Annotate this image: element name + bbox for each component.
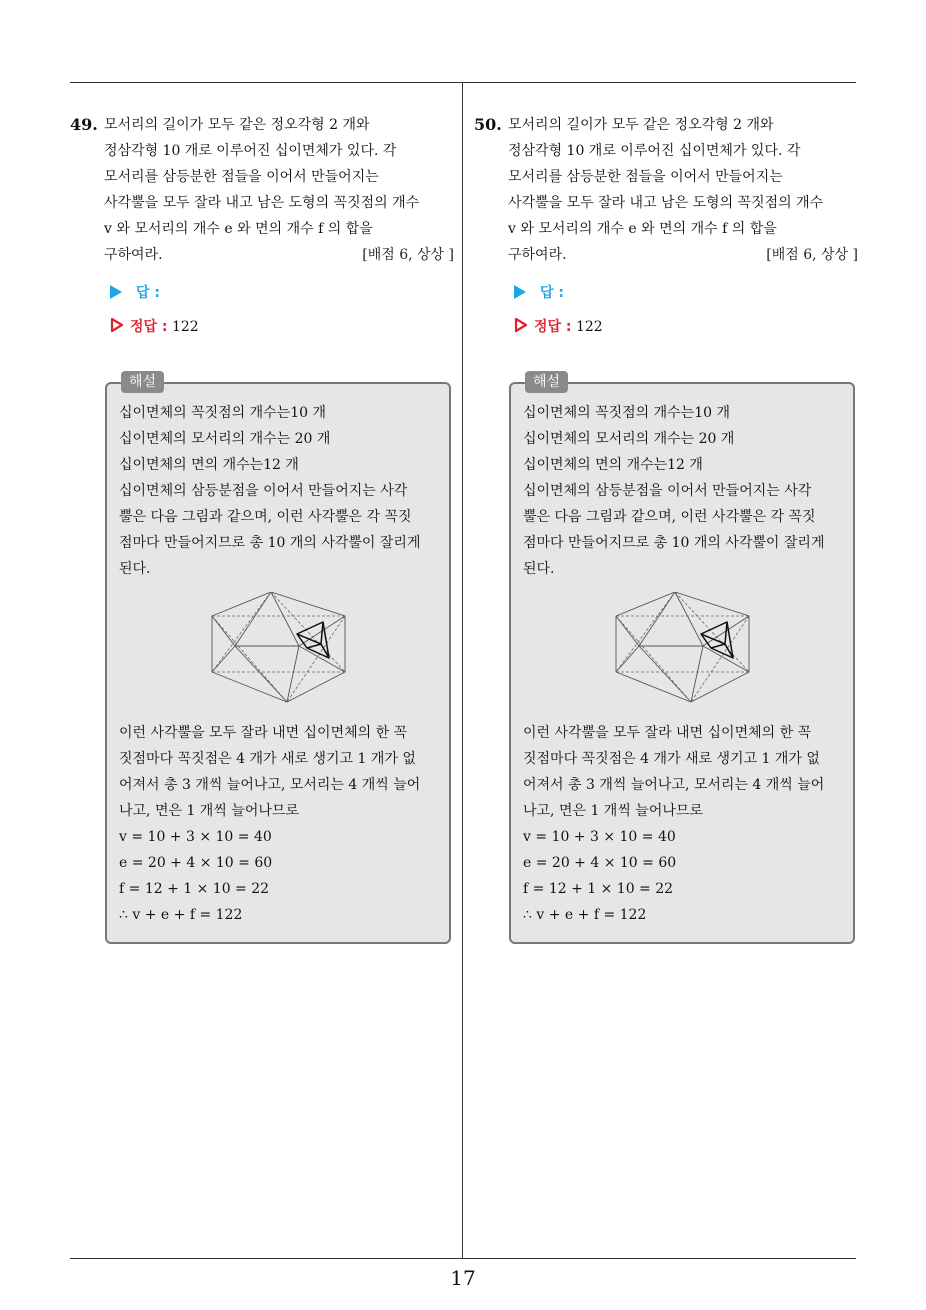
question-line: 구하여라. <box>508 247 567 263</box>
question <box>474 112 858 268</box>
question-line: 사각뿔을 모두 잘라 내고 남은 도형의 꼭짓점의 개수 <box>104 195 420 211</box>
problem-number: 49. <box>70 115 98 134</box>
solution-line: 십이면체의 모서리의 개수는 20 개 <box>523 431 735 447</box>
correct-answer-row <box>110 314 454 340</box>
solution-line: 된다. <box>523 561 555 577</box>
question-line: 구하여라. <box>104 247 163 263</box>
solution-line: 나고, 면은 1 개씩 늘어나므로 <box>523 803 703 819</box>
question-line: 모서리를 삼등분한 점들을 이어서 만들어지는 <box>104 169 379 185</box>
grade-badge: [배점 6, 상상 ] <box>362 247 454 263</box>
solution-line: 뿔은 다음 그림과 같으며, 이런 사각뿔은 각 꼭짓 <box>119 509 412 525</box>
question-line: 정삼각형 10 개로 이루어진 십이면체가 있다. 각 <box>104 143 397 159</box>
equation-line: f = 12 + 1 × 10 = 22 <box>119 881 270 897</box>
question-line: v 와 모서리의 개수 e 와 면의 개수 f 의 합을 <box>508 221 777 237</box>
grade-badge: [배점 6, 상상 ] <box>766 247 858 263</box>
solution-line: 짓점마다 꼭짓점은 4 개가 새로 생기고 1 개가 없 <box>119 751 416 767</box>
solution-line: 짓점마다 꼭짓점은 4 개가 새로 생기고 1 개가 없 <box>523 751 820 767</box>
question-line: 사각뿔을 모두 잘라 내고 남은 도형의 꼭짓점의 개수 <box>508 195 824 211</box>
equation-line: e = 20 + 4 × 10 = 60 <box>523 855 677 871</box>
problem-number: 50. <box>474 115 502 134</box>
solution-line: 어져서 총 3 개씩 늘어나고, 모서리는 4 개씩 늘어 <box>119 777 421 793</box>
equation-line: ∴ v + e + f = 122 <box>523 907 647 923</box>
equation-line: ∴ v + e + f = 122 <box>119 907 243 923</box>
solution-line: 십이면체의 모서리의 개수는 20 개 <box>119 431 331 447</box>
question-line: v 와 모서리의 개수 e 와 면의 개수 f 의 합을 <box>104 221 373 237</box>
equation-line: v = 10 + 3 × 10 = 40 <box>119 829 272 845</box>
question-line: 모서리를 삼등분한 점들을 이어서 만들어지는 <box>508 169 783 185</box>
top-rule <box>70 82 856 83</box>
question-line: 모서리의 길이가 모두 같은 정오각형 2 개와 <box>104 117 370 133</box>
solution-line: 된다. <box>119 561 151 577</box>
answer-label: 답 : <box>136 285 160 301</box>
question-text <box>508 112 858 268</box>
solution-text-continued <box>119 720 443 928</box>
column-divider <box>462 83 463 1258</box>
solution-line: 십이면체의 삼등분점을 이어서 만들어지는 사각 <box>119 483 408 499</box>
question-line: 모서리의 길이가 모두 같은 정오각형 2 개와 <box>508 117 774 133</box>
question <box>70 112 454 268</box>
solution-line: 이런 사각뿔을 모두 잘라 내면 십이면체의 한 꼭 <box>119 725 408 741</box>
solution-line: 십이면체의 꼭짓점의 개수는10 개 <box>523 405 730 421</box>
problem-49 <box>70 112 454 923</box>
correct-answer-label: 정답 : <box>130 319 168 335</box>
hollow-arrow-icon <box>110 317 124 333</box>
solution-line: 나고, 면은 1 개씩 늘어나므로 <box>119 803 299 819</box>
play-arrow-icon <box>514 285 526 299</box>
solution-text <box>523 400 847 582</box>
solution-line: 십이면체의 면의 개수는12 개 <box>119 457 299 473</box>
solution-line: 이런 사각뿔을 모두 잘라 내면 십이면체의 한 꼭 <box>523 725 812 741</box>
answer-row[interactable] <box>514 280 858 306</box>
solution-line: 십이면체의 삼등분점을 이어서 만들어지는 사각 <box>523 483 812 499</box>
polyhedron-figure <box>211 592 349 704</box>
equation-line: v = 10 + 3 × 10 = 40 <box>523 829 676 845</box>
answer-row[interactable] <box>110 280 454 306</box>
problem-50 <box>474 112 858 923</box>
solution-line: 십이면체의 꼭짓점의 개수는10 개 <box>119 405 326 421</box>
solution-text-continued <box>523 720 847 928</box>
equation-line: f = 12 + 1 × 10 = 22 <box>523 881 674 897</box>
bottom-rule <box>70 1258 856 1259</box>
polyhedron-figure <box>615 592 753 704</box>
page-number: 17 <box>450 1266 476 1290</box>
question-line: 정삼각형 10 개로 이루어진 십이면체가 있다. 각 <box>508 143 801 159</box>
solution-box <box>105 374 451 944</box>
correct-answer-value: 122 <box>171 319 199 335</box>
solution-tag: 해설 <box>525 371 568 393</box>
correct-answer-value: 122 <box>575 319 603 335</box>
answer-label: 답 : <box>540 285 564 301</box>
solution-box <box>509 374 855 944</box>
solution-line: 십이면체의 면의 개수는12 개 <box>523 457 703 473</box>
solution-line: 점마다 만들어지므로 총 10 개의 사각뿔이 잘리게 <box>119 535 421 551</box>
equation-line: e = 20 + 4 × 10 = 60 <box>119 855 273 871</box>
play-arrow-icon <box>110 285 122 299</box>
correct-answer-row <box>514 314 858 340</box>
solution-line: 어져서 총 3 개씩 늘어나고, 모서리는 4 개씩 늘어 <box>523 777 825 793</box>
solution-line: 점마다 만들어지므로 총 10 개의 사각뿔이 잘리게 <box>523 535 825 551</box>
hollow-arrow-icon <box>514 317 528 333</box>
solution-line: 뿔은 다음 그림과 같으며, 이런 사각뿔은 각 꼭짓 <box>523 509 816 525</box>
solution-tag: 해설 <box>121 371 164 393</box>
solution-text <box>119 400 443 582</box>
question-text <box>104 112 454 268</box>
correct-answer-label: 정답 : <box>534 319 572 335</box>
